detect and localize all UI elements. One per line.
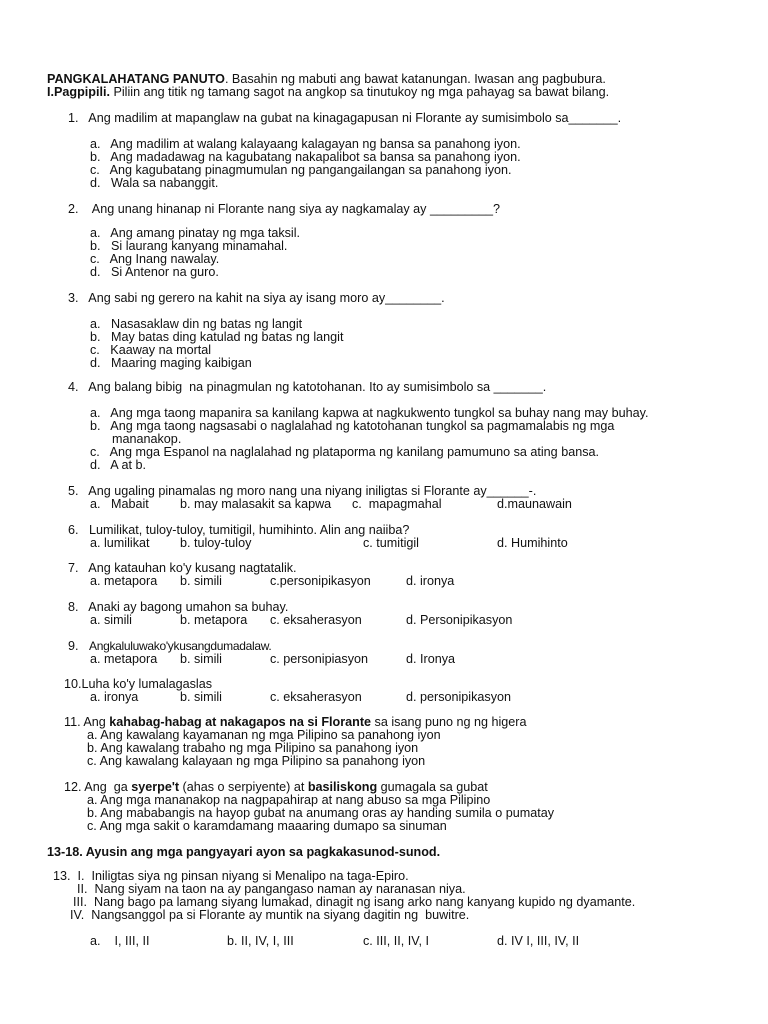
question-9-stem: Angkaluluwako'ykusangdumadalaw. <box>89 639 272 653</box>
question-12-choice-b: b. Ang mababangis na hayop gubat na anumang oras ay handing sumila o pumatay <box>87 806 554 820</box>
question-9-stem-line <box>68 639 271 653</box>
question-7-stem: 7. Ang katauhan ko'y kusang nagtatalik. <box>68 561 297 575</box>
question-13-choice-b: b. II, IV, I, III <box>227 934 294 948</box>
question-4-choice-b: b. Ang mga taong nagsasabi o naglalahad ng katotohanan tungkol sa pagmamalabis ng mga <box>90 419 615 433</box>
question-11-stem-bold: kahabag-habag at nakagapos na si Florante <box>109 715 372 729</box>
question-13-item-iii: III. Nang bago pa lamang siyang lumakad, dinagit ng isang arko nang kanyang kupido ng dyamante. <box>73 895 636 909</box>
question-5-choice-b: b. may malasakit sa kapwa <box>180 497 332 511</box>
question-4-choice-b-continued: mananakop. <box>112 432 182 446</box>
question-4-stem: 4. Ang balang bibig na pinagmulan ng katotohanan. Ito ay sumisimbolo sa _______. <box>68 380 547 394</box>
question-4-choice-a: a. Ang mga taong mapanira sa kanilang kapwa at nagkukwento tungkol sa buhay nang may buhay. <box>90 406 649 420</box>
question-3-stem: 3. Ang sabi ng gerero na kahit na siya ay isang moro ay________. <box>68 291 445 305</box>
question-8-stem: 8. Anaki ay bagong umahon sa buhay. <box>68 600 289 614</box>
question-7-choice-c: c.personipikasyon <box>270 574 371 588</box>
instructions-line <box>47 72 606 86</box>
question-3-choice-b: b. May batas ding katulad ng batas ng langit <box>90 330 344 344</box>
question-10-choice-c: c. eksaherasyon <box>270 690 362 704</box>
question-1-choice-a: a. Ang madilim at walang kalayaang kalagayan ng bansa sa panahong iyon. <box>90 137 521 151</box>
question-5-choice-c: c. mapagmahal <box>352 497 442 511</box>
question-7-choice-d: d. ironya <box>406 574 455 588</box>
question-7-choice-a: a. metapora <box>90 574 158 588</box>
question-10-stem: 10.Luha ko'y lumalagaslas <box>64 677 213 691</box>
question-13-item-i: 13. I. Iniligtas siya ng pinsan niyang si Menalipo na taga-Epiro. <box>53 869 409 883</box>
question-12-stem <box>64 780 488 794</box>
question-12-stem-end: gumagala sa gubat <box>377 780 488 794</box>
question-1-choice-b: b. Ang madadawag na kagubatang nakapalibot sa bansa sa panahong iyon. <box>90 150 521 164</box>
instructions-text: . Basahin ng mabuti ang bawat katanungan. Iwasan ang pagbubura. <box>224 72 606 86</box>
question-12-stem-middle: (ahas o serpiyente) at <box>179 780 308 794</box>
question-4-choice-c: c. Ang mga Espanol na naglalahad ng plataporma ng kanilang pamumuno sa ating bansa. <box>90 445 600 459</box>
section-text: Piliin ang titik ng tamang sagot na angkop sa tinutukoy ng mga pahayag sa bawat bilang. <box>109 85 610 99</box>
section-2-title: 13-18. Ayusin ang mga pangyayari ayon sa pagkakasunod-sunod. <box>47 845 441 859</box>
question-6-choice-d: d. Humihinto <box>497 536 568 550</box>
question-2-choice-a: a. Ang amang pinatay ng mga taksil. <box>90 226 301 240</box>
question-10-choice-b: b. simili <box>180 690 222 704</box>
question-6-stem: 6. Lumilikat, tuloy-tuloy, tumitigil, humihinto. Alin ang naiiba? <box>68 523 410 537</box>
question-9-choice-c: c. personipiasyon <box>270 652 369 666</box>
question-11-choice-c: c. Ang kawalang kalayaan ng mga Pilipino sa panahong iyon <box>87 754 426 768</box>
question-12-stem-start: 12. Ang ga <box>64 780 132 794</box>
question-9-number: 9. <box>68 639 89 653</box>
question-13-item-ii: II. Nang siyam na taon na ay pangangaso naman ay naranasan niya. <box>77 882 466 896</box>
question-8-choice-b: b. metapora <box>180 613 248 627</box>
question-12-stem-bold-2: basiliskong <box>307 780 378 794</box>
question-6-choice-b: b. tuloy-tuloy <box>180 536 252 550</box>
question-8-choice-d: d. Personipikasyon <box>406 613 513 627</box>
question-13-item-iv: IV. Nangsanggol pa si Florante ay muntik na siyang dagitin ng buwitre. <box>70 908 470 922</box>
question-12-stem-bold-1: syerpe't <box>131 780 180 794</box>
question-2-stem: 2. Ang unang hinanap ni Florante nang siya ay nagkamalay ay _________? <box>68 202 501 216</box>
question-1-stem: 1. Ang madilim at mapanglaw na gubat na kinagagapusan ni Florante ay sumisimbolo sa_______. <box>68 111 622 125</box>
question-9-choice-d: d. Ironya <box>406 652 456 666</box>
question-12-choice-a: a. Ang mga mananakop na nagpapahirap at nang abuso sa mga Pilipino <box>87 793 491 807</box>
question-6-choice-c: c. tumitigil <box>363 536 419 550</box>
section-instructions-line <box>47 85 609 99</box>
question-3-choice-d: d. Maaring maging kaibigan <box>90 356 252 370</box>
question-7-choice-b: b. simili <box>180 574 222 588</box>
question-2-choice-d: d. Si Antenor na guro. <box>90 265 219 279</box>
question-11-stem <box>64 715 527 729</box>
question-9-choice-b: b. simili <box>180 652 222 666</box>
question-13-choice-c: c. III, II, IV, I <box>363 934 430 948</box>
question-2-choice-b: b. Si laurang kanyang minamahal. <box>90 239 288 253</box>
question-2-choice-c: c. Ang Inang nawalay. <box>90 252 220 266</box>
section-title: I.Pagpipili. <box>47 85 110 99</box>
question-5-choice-a: a. Mabait <box>90 497 149 511</box>
question-3-choice-a: a. Nasasaklaw din ng batas ng langit <box>90 317 303 331</box>
question-10-choice-d: d. personipikasyon <box>406 690 512 704</box>
question-9-choice-a: a. metapora <box>90 652 158 666</box>
question-10-choice-a: a. ironya <box>90 690 139 704</box>
question-1-choice-d: d. Wala sa nabanggit. <box>90 176 219 190</box>
question-5-choice-d: d.maunawain <box>497 497 572 511</box>
question-3-choice-c: c. Kaaway na mortal <box>90 343 212 357</box>
question-12-choice-c: c. Ang mga sakit o karamdamang maaaring dumapo sa sinuman <box>87 819 447 833</box>
question-11-choice-b: b. Ang kawalang trabaho ng mga Pilipino sa panahong iyon <box>87 741 419 755</box>
question-4-choice-d: d. A at b. <box>90 458 147 472</box>
question-5-stem: 5. Ang ugaling pinamalas ng moro nang una niyang iniligtas si Florante ay______-. <box>68 484 537 498</box>
question-8-choice-a: a. simili <box>90 613 132 627</box>
question-11-choice-a: a. Ang kawalang kayamanan ng mga Pilipino sa panahong iyon <box>87 728 441 742</box>
question-1-choice-c: c. Ang kagubatang pinagmumulan ng pangangailangan sa panahong iyon. <box>90 163 512 177</box>
question-8-choice-c: c. eksaherasyon <box>270 613 362 627</box>
instructions-title: PANGKALAHATANG PANUTO <box>47 72 225 86</box>
question-13-choice-a: a. I, III, II <box>90 934 150 948</box>
question-11-stem-end: sa isang puno ng ng higera <box>371 715 527 729</box>
question-13-choice-d: d. IV I, III, IV, II <box>497 934 580 948</box>
question-6-choice-a: a. lumilikat <box>90 536 150 550</box>
question-11-stem-start: 11. Ang <box>64 715 110 729</box>
